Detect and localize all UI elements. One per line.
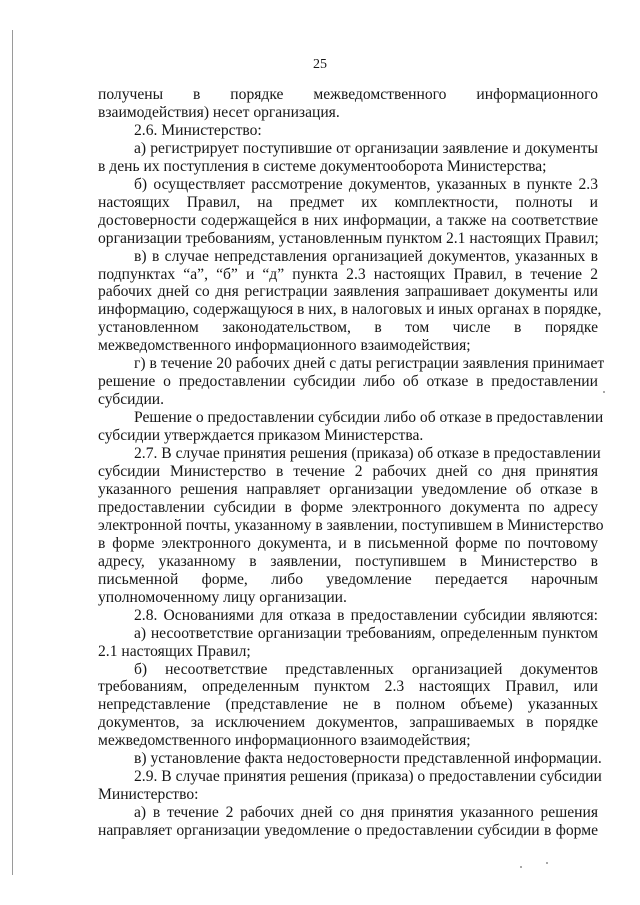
- text-line: 2.7. В случае принятия решения (приказа) об отказе в предоставлении: [134, 445, 601, 463]
- text-line: 2.6. Министерство:: [134, 121, 262, 139]
- text-line: субсидии утверждается приказом Министерства.: [98, 427, 424, 445]
- text-line: непредставление (представление не в полном объеме) указанных: [98, 696, 598, 714]
- text-line: решение о предоставлении субсидии либо об отказе в предоставлении: [98, 373, 598, 391]
- text-line: 2.8. Основаниями для отказа в предоставлении субсидии являются:: [134, 606, 598, 624]
- page-number: 25: [313, 57, 327, 72]
- text-line: подпунктах “а”, “б” и “д” пункта 2.3 настоящих Правил, в течение 2: [98, 265, 598, 283]
- text-line: 2.1 настоящих Правил;: [98, 642, 251, 660]
- text-line: получены в порядке межведомственного информационного: [98, 86, 598, 103]
- document-body: [98, 86, 605, 840]
- scan-speck: [546, 862, 548, 864]
- text-line: информацию, содержащуюся в них, в налоговых и иных органах в порядке,: [98, 301, 602, 319]
- text-line: субсидии.: [98, 391, 165, 409]
- scan-margin-line: [12, 30, 13, 875]
- text-line: адресу, указанному в заявлении, поступившем в Министерство в: [98, 552, 598, 570]
- text-line: межведомственного информационного взаимодействия;: [98, 732, 471, 750]
- text-line: межведомственного информационного взаимодействия;: [98, 337, 471, 355]
- text-line: электронной почты, указанному в заявлении, поступившем в Министерство: [98, 516, 604, 534]
- text-line: г) в течение 20 рабочих дней с даты регистрации заявления принимает: [134, 355, 605, 373]
- text-line: б) осуществляет рассмотрение документов, указанных в пункте 2.3: [134, 175, 598, 193]
- text-line: взаимодействия) несет организация.: [98, 103, 340, 121]
- text-line: рабочих дней со дня регистрации заявления запрашивает документы или: [98, 283, 598, 301]
- text-line: в) в случае непредставления организацией документов, указанных в: [134, 247, 598, 265]
- text-line: а) регистрирует поступившие от организации заявление и документы: [134, 139, 598, 157]
- text-line: в день их поступления в системе документооборота Министерства;: [98, 157, 547, 175]
- text-line: установленном законодательством, в том числе в порядке: [98, 319, 598, 337]
- text-line: указанного решения направляет организации уведомление об отказе в: [98, 480, 598, 498]
- text-line: а) в течение 2 рабочих дней со дня принятия указанного решения: [134, 804, 598, 822]
- scan-speck: [603, 391, 605, 393]
- text-line: а) несоответствие организации требованиям, определенным пунктом: [134, 624, 598, 642]
- text-line: достоверности содержащейся в них информации, а также на соответствие: [98, 211, 598, 229]
- text-line: Министерство:: [98, 786, 199, 804]
- text-line: направляет организации уведомление о предоставлении субсидии в форме: [98, 822, 598, 840]
- text-line: б) несоответствие представленных организацией документов: [134, 660, 598, 678]
- text-line: субсидии Министерство в течение 2 рабочих дней со дня принятия: [98, 463, 598, 481]
- text-line: Решение о предоставлении субсидии либо об отказе в предоставлении: [134, 409, 604, 427]
- text-line: 2.9. В случае принятия решения (приказа) о предоставлении субсидии: [134, 768, 602, 786]
- text-line: уполномоченному лицу организации.: [98, 588, 347, 606]
- text-line: настоящих Правил, на предмет их комплектности, полноты и: [98, 193, 598, 211]
- text-line: в форме электронного документа, и в письменной форме по почтовому: [98, 534, 598, 552]
- text-line: в) установление факта недостоверности представленной информации.: [134, 750, 602, 768]
- text-line: письменной форме, либо уведомление передается нарочным: [98, 570, 598, 588]
- text-line: требованиям, определенным пунктом 2.3 настоящих Правил, или: [98, 678, 598, 696]
- text-line: организации требованиям, установленным пунктом 2.1 настоящих Правил;: [98, 229, 599, 247]
- text-line: предоставлении субсидии в форме электронного документа по адресу: [98, 498, 598, 516]
- scan-speck: [520, 866, 522, 868]
- text-line: документов, за исключением документов, запрашиваемых в порядке: [98, 714, 598, 732]
